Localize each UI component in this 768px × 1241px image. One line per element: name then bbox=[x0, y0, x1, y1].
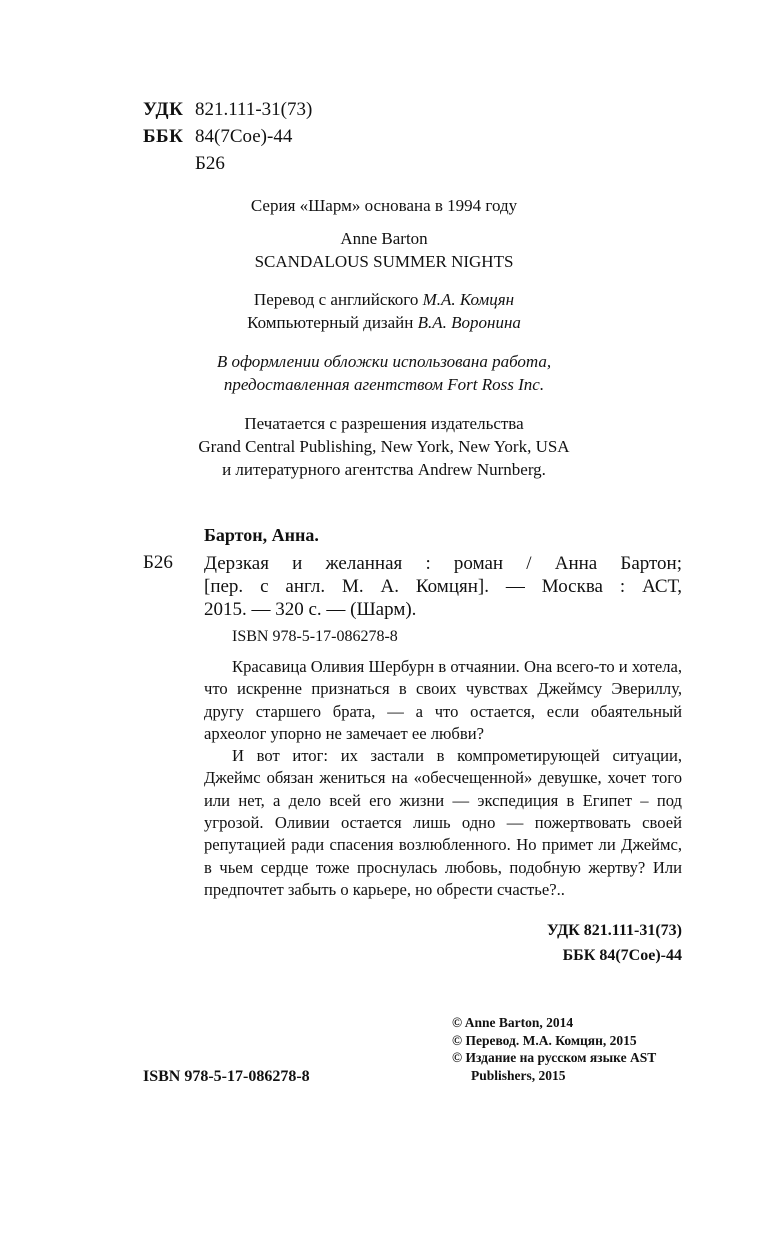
annotation-block bbox=[204, 656, 682, 901]
copyright-line: © Издание на русском языке AST bbox=[452, 1050, 657, 1065]
biblio-line: 2015. — 320 с. — (Шарм). bbox=[204, 599, 417, 620]
udk-right: УДК 821.111-31(73) bbox=[547, 922, 682, 939]
copyright-block bbox=[452, 1014, 656, 1084]
series-line: Серия «Шарм» основана в 1994 году bbox=[250, 196, 518, 215]
permission-block bbox=[0, 412, 768, 481]
annotation-paragraph: И вот итог: их застали в компрометирующей ситуации, Джеймс обязан жениться на «обесчещенной» девушке, хочет того или нет, а дело всей его жизни — экспедиция в Египет – под угрозой. Оливии остается лишь одно — пожертвовать своей репутацией ради спасения возлюбленного. Но примет ли Джеймс, в чьем сердце тоже проснулась любовь, подобную жертву? Или предпочтет забыть о карьере, но обрести счастье?.. bbox=[204, 746, 682, 899]
cover-note-block bbox=[0, 350, 768, 396]
credits-block bbox=[0, 288, 768, 334]
permission-line: Grand Central Publishing, New York, New York, USA bbox=[198, 437, 570, 456]
designer-name: В.А. Воронина bbox=[417, 313, 521, 332]
copyright-line: © Перевод. М.А. Комцян, 2015 bbox=[452, 1032, 637, 1048]
bbk-value: 84(7Сое)-44 bbox=[195, 126, 293, 147]
permission-line: и литературного агентства Andrew Nurnberg. bbox=[222, 460, 546, 479]
original-author: Anne Barton bbox=[340, 229, 428, 248]
permission-line: Печатается с разрешения издательства bbox=[244, 414, 524, 433]
annotation-paragraph: Красавица Оливия Шербурн в отчаянии. Она всего-то и хотела, что искренне признаться в своих чувствах Джеймсу Эвериллу, другу старшего брата, — а что остается, если обаятельный археолог упорно не замечает ее любви? bbox=[204, 657, 682, 743]
biblio-description bbox=[204, 552, 682, 621]
copyright-line: © Anne Barton, 2014 bbox=[452, 1015, 574, 1030]
isbn-bottom: ISBN 978-5-17-086278-8 bbox=[143, 1068, 310, 1085]
biblio-line: Дерзкая и желанная : роман / Анна Бартон; bbox=[204, 553, 682, 574]
design-credit: Компьютерный дизайн В.А. Воронина bbox=[247, 313, 521, 332]
original-title-block bbox=[0, 227, 768, 273]
series-block bbox=[0, 194, 768, 217]
cover-note-line: В оформлении обложки использована работа, bbox=[216, 352, 552, 371]
bbk-right: ББК 84(7Сое)-44 bbox=[562, 947, 682, 964]
translator-name: М.А. Комцян bbox=[422, 290, 515, 309]
original-title: SCANDALOUS SUMMER NIGHTS bbox=[254, 252, 514, 271]
udk-value: 821.111-31(73) bbox=[195, 99, 313, 120]
biblio-isbn: ISBN 978-5-17-086278-8 bbox=[232, 628, 398, 645]
biblio-heading: Бартон, Анна. bbox=[204, 525, 319, 545]
translation-credit: Перевод с английского М.А. Комцян bbox=[253, 290, 515, 309]
cover-note-line: предоставленная агентством Fort Ross Inc. bbox=[223, 375, 545, 394]
biblio-mark: Б26 bbox=[143, 552, 173, 573]
author-mark: Б26 bbox=[195, 153, 225, 174]
copyright-line: Publishers, 2015 bbox=[471, 1067, 566, 1083]
udk-label: УДК bbox=[143, 99, 184, 120]
classification-block bbox=[143, 96, 312, 177]
codes-right-block bbox=[547, 918, 682, 968]
biblio-line: [пер. с англ. М. А. Комцян]. — Москва : АСТ, bbox=[204, 576, 682, 597]
bbk-label: ББК bbox=[143, 126, 184, 147]
